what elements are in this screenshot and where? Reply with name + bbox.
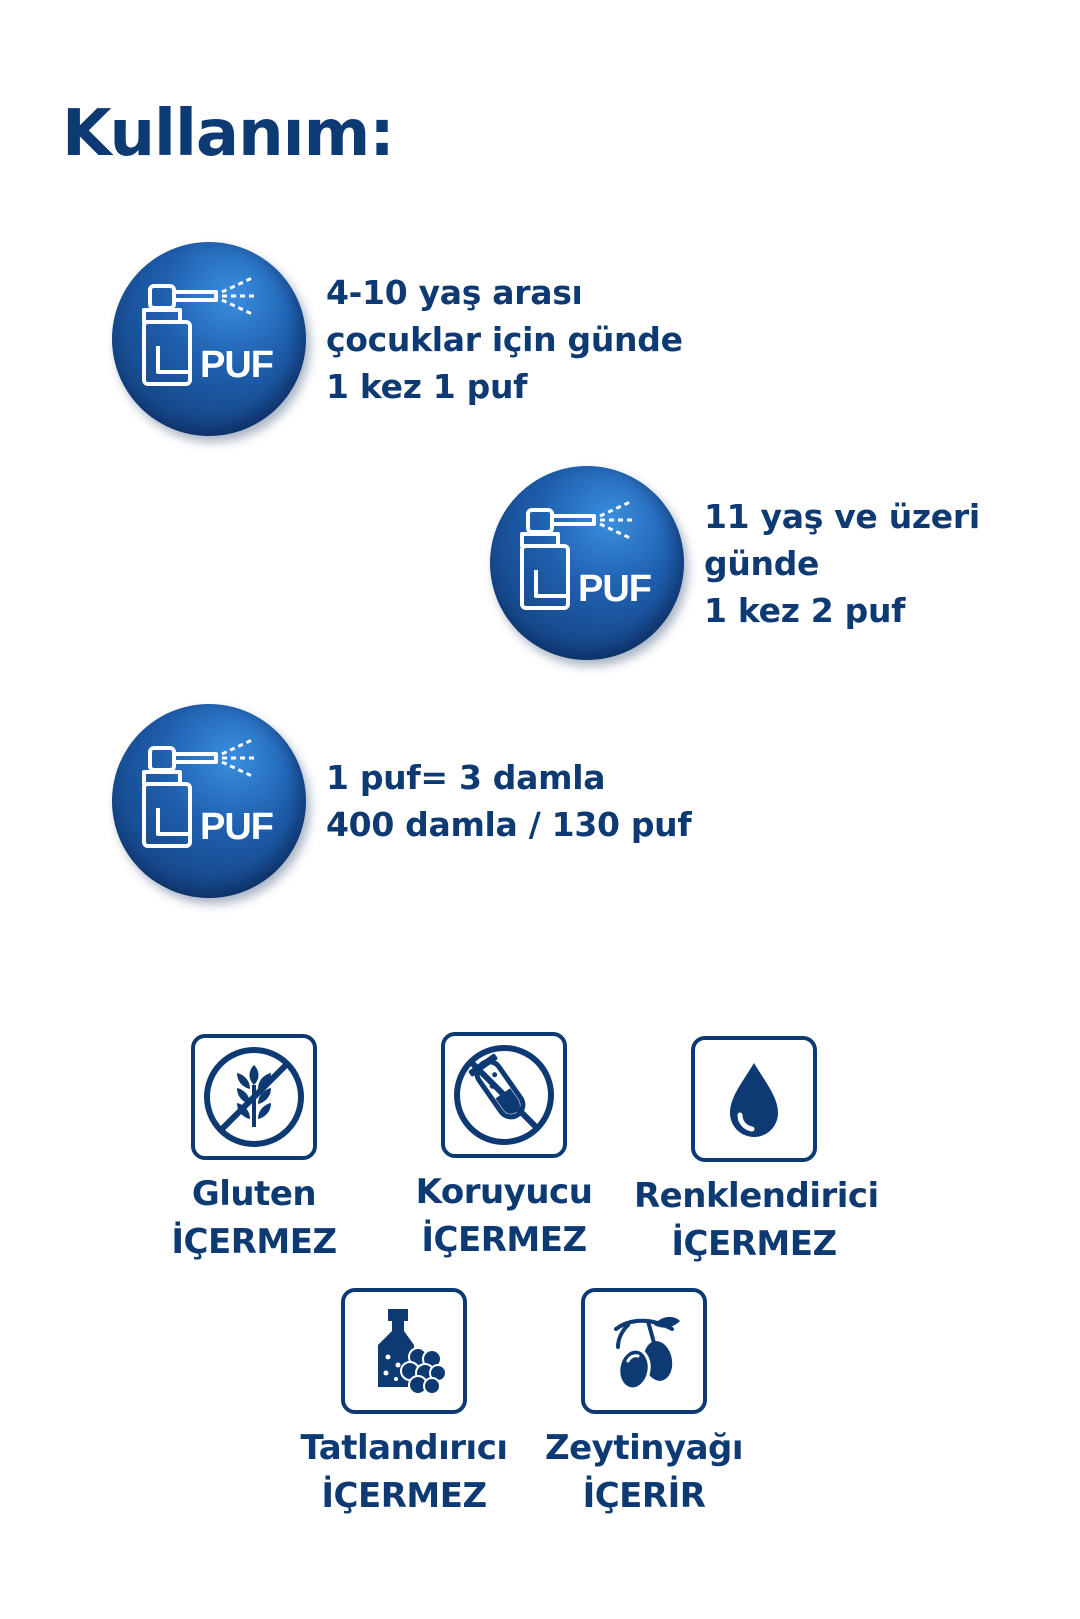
- usage-line: 1 puf= 3 damla: [326, 758, 606, 797]
- usage-line: 4-10 yaş arası: [326, 272, 583, 312]
- feature-olive-oil: [524, 1288, 764, 1520]
- feature-status: İÇERMEZ: [171, 1222, 337, 1262]
- puf-badge: [112, 242, 306, 436]
- feature-name: Renklendirici: [634, 1176, 879, 1216]
- feature-label: [524, 1424, 764, 1520]
- no-preservative-icon: [448, 1039, 560, 1151]
- feature-gluten: [134, 1034, 374, 1266]
- usage-line: günde: [704, 543, 820, 583]
- usage-item-2: [490, 466, 980, 660]
- usage-line: 1 kez 1 puf: [326, 366, 528, 406]
- feature-status: İÇERMEZ: [421, 1220, 587, 1260]
- feature-name: Gluten: [191, 1174, 317, 1214]
- feature-sweetener: [284, 1288, 524, 1520]
- no-gluten-icon: [198, 1041, 310, 1153]
- usage-line: 400 damla / 130 puf: [326, 805, 692, 844]
- feature-icon-box: [341, 1288, 467, 1414]
- feature-colorant: [634, 1036, 879, 1268]
- usage-text: [704, 493, 980, 634]
- puf-label: PUF: [578, 568, 651, 610]
- usage-item-1: [112, 242, 683, 436]
- spray-bottle-icon: [112, 242, 306, 436]
- feature-status: İÇERİR: [582, 1476, 706, 1516]
- puf-label: PUF: [200, 344, 273, 386]
- feature-icon-box: [441, 1032, 567, 1158]
- usage-item-3: [112, 704, 691, 898]
- feature-name: Tatlandırıcı: [300, 1428, 508, 1468]
- puf-badge: [112, 704, 306, 898]
- olive-icon: [588, 1295, 700, 1407]
- usage-text: [326, 754, 691, 848]
- puf-label: PUF: [200, 806, 273, 848]
- feature-name: Koruyucu: [415, 1172, 593, 1212]
- usage-text: [326, 269, 683, 410]
- drop-icon: [698, 1043, 810, 1155]
- feature-preservative: [384, 1032, 624, 1264]
- feature-name: Zeytinyağı: [544, 1428, 744, 1468]
- feature-icon-box: [691, 1036, 817, 1162]
- sweetener-bottle-icon: [348, 1295, 460, 1407]
- page-title: Kullanım:: [62, 97, 394, 171]
- spray-bottle-icon: [112, 704, 306, 898]
- feature-icon-box: [191, 1034, 317, 1160]
- feature-label: [284, 1424, 524, 1520]
- feature-label: [134, 1170, 374, 1266]
- feature-status: İÇERMEZ: [321, 1476, 487, 1516]
- usage-line: 1 kez 2 puf: [704, 590, 906, 630]
- usage-line: 11 yaş ve üzeri: [704, 496, 980, 536]
- usage-line: çocuklar için günde: [326, 319, 683, 359]
- puf-badge: [490, 466, 684, 660]
- feature-icon-box: [581, 1288, 707, 1414]
- feature-label: [634, 1172, 879, 1268]
- feature-status: İÇERMEZ: [671, 1224, 837, 1264]
- feature-label: [384, 1168, 624, 1264]
- spray-bottle-icon: [490, 466, 684, 660]
